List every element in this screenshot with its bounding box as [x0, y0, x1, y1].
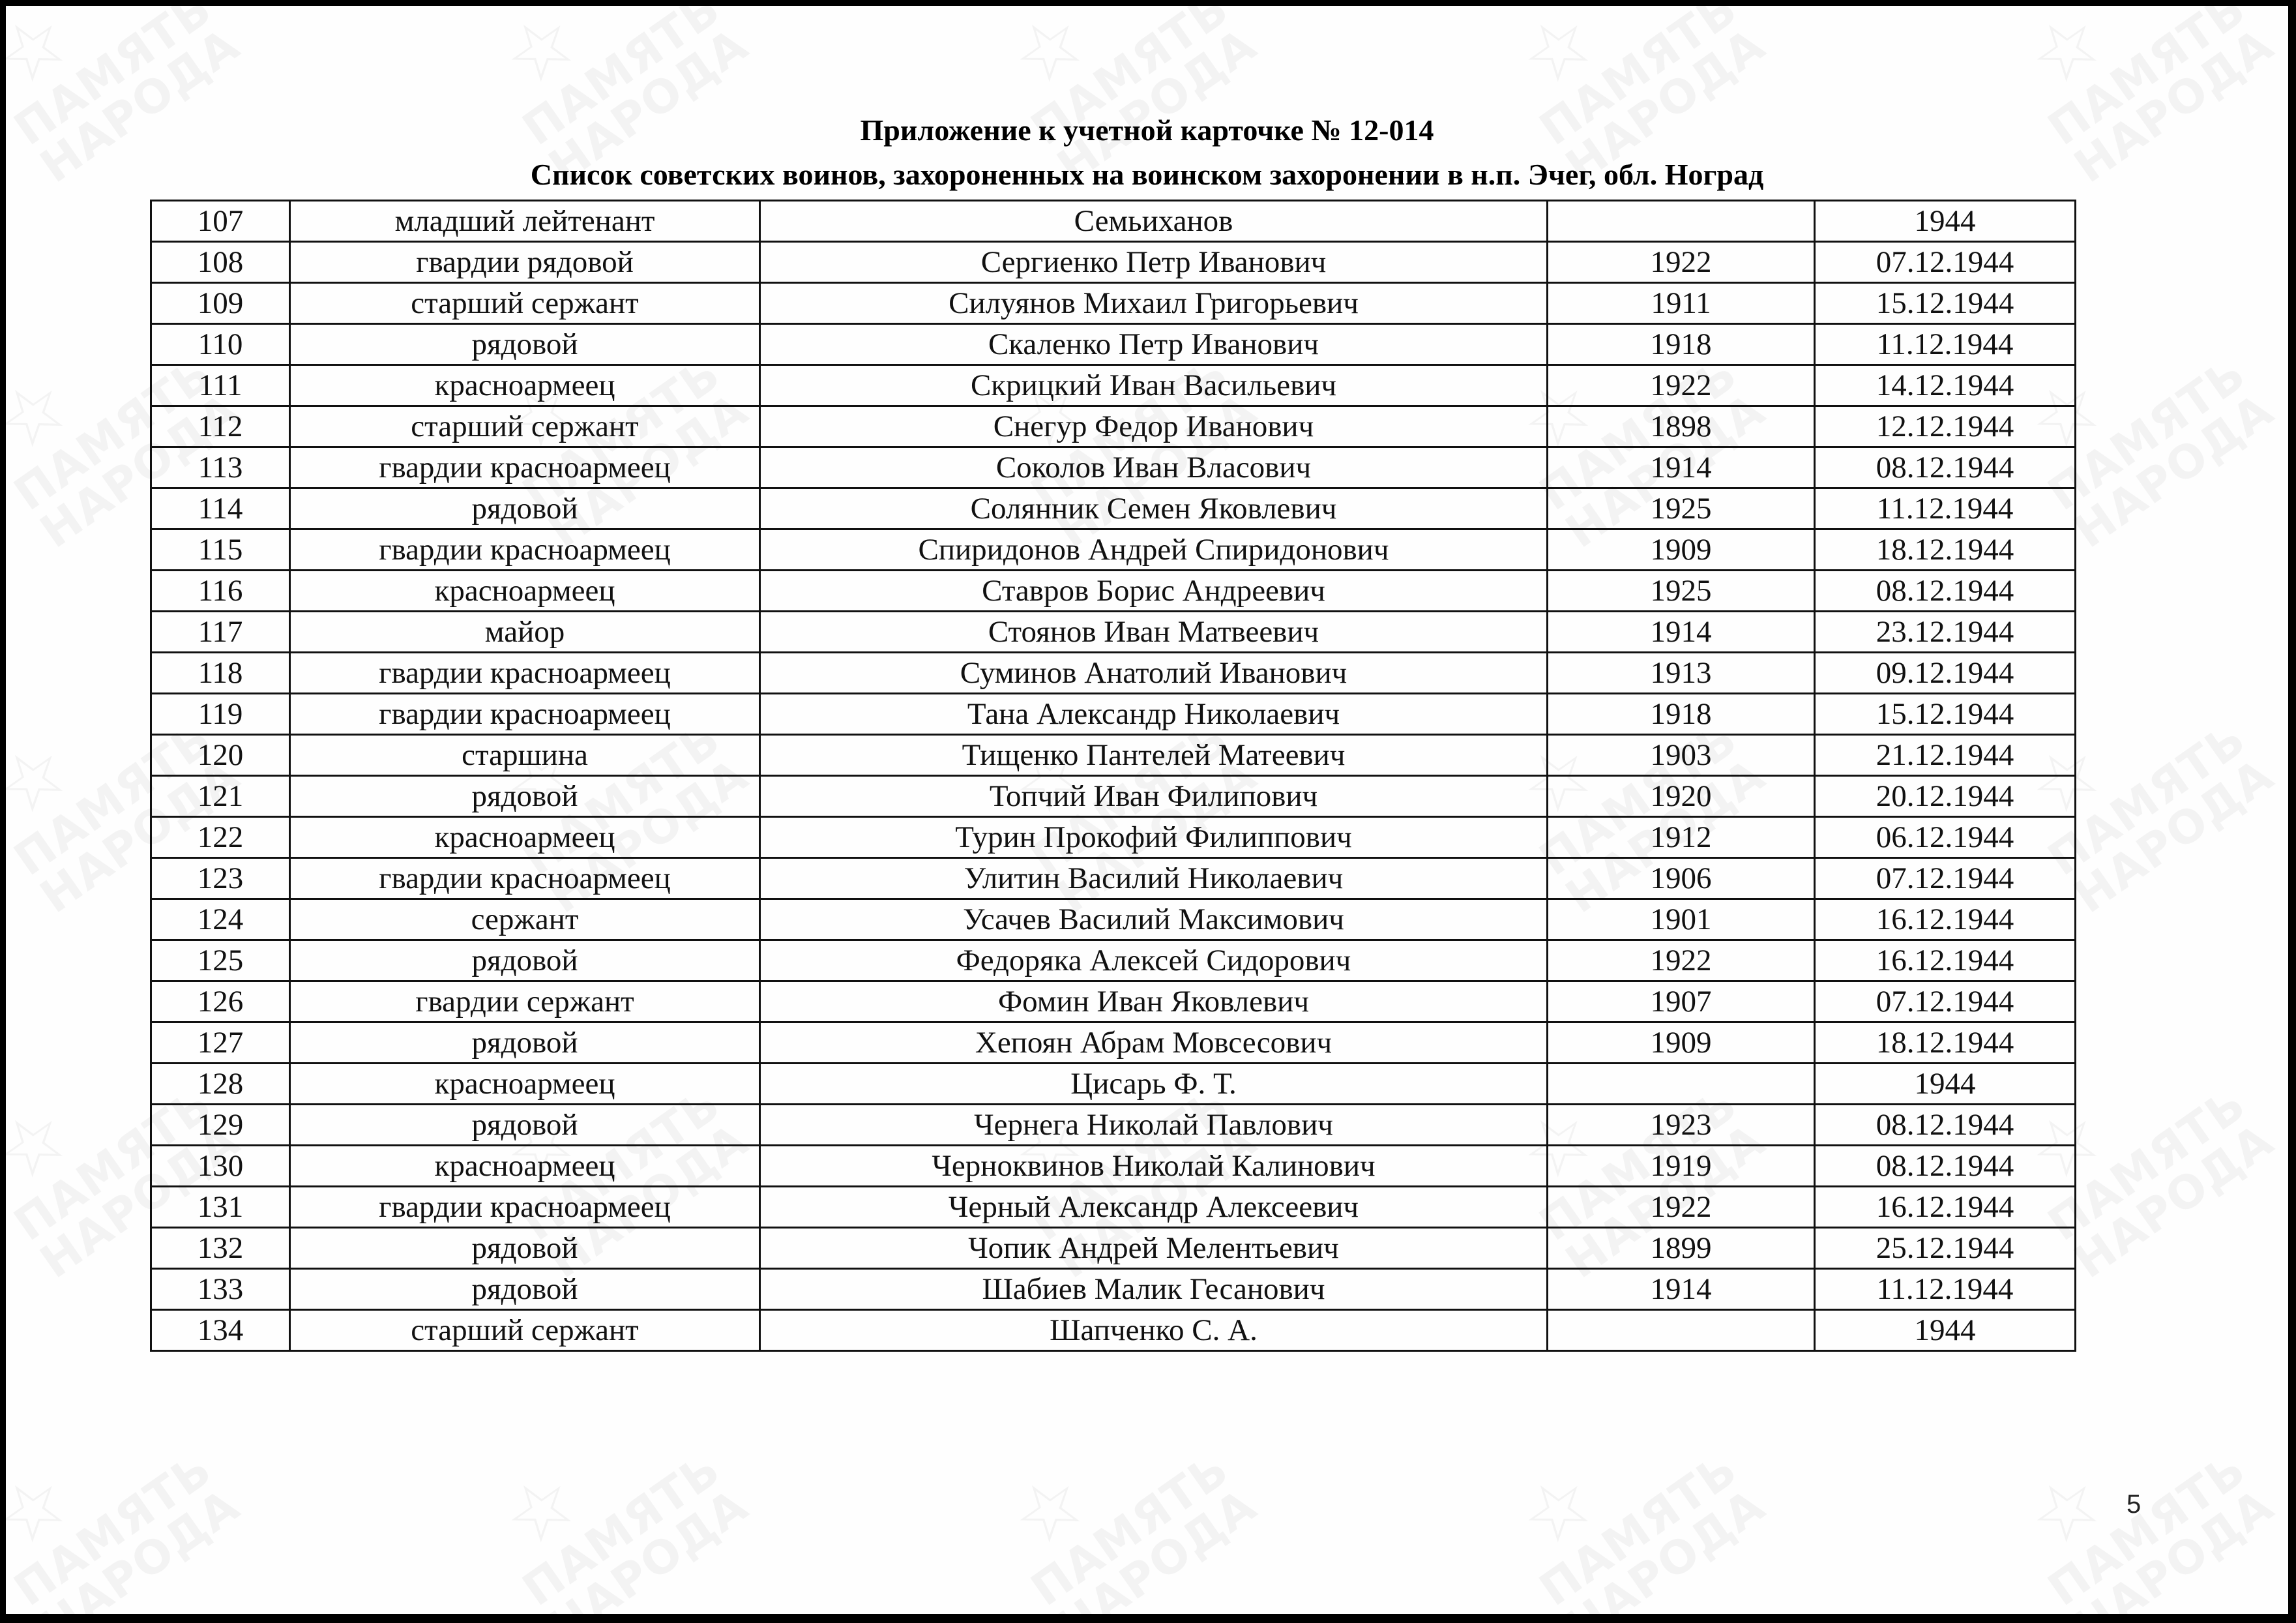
star-icon — [1932, 1399, 2201, 1614]
cell-rank: гвардии красноармеец — [290, 447, 760, 488]
cell-full-name: Цисарь Ф. Т. — [760, 1064, 1548, 1105]
page-number: 5 — [2127, 1490, 2141, 1519]
cell-full-name: Суминов Анатолий Иванович — [760, 653, 1548, 694]
cell-full-name: Федоряка Алексей Сидорович — [760, 940, 1548, 981]
cell-number: 107 — [151, 201, 290, 242]
cell-number: 116 — [151, 571, 290, 612]
cell-death-date: 14.12.1944 — [1815, 365, 2076, 406]
table-row — [151, 488, 2076, 529]
cell-death-date: 07.12.1944 — [1815, 858, 2076, 899]
cell-full-name: Хепоян Абрам Мовсесович — [760, 1022, 1548, 1064]
cell-death-date: 08.12.1944 — [1815, 1105, 2076, 1146]
cell-death-date: 1944 — [1815, 1064, 2076, 1105]
watermark — [6, 1399, 219, 1614]
cell-full-name: Черный Александр Алексеевич — [760, 1187, 1548, 1228]
cell-full-name: Шабиев Малик Гесанович — [760, 1269, 1548, 1310]
cell-death-date: 1944 — [1815, 1310, 2076, 1351]
cell-rank: красноармеец — [290, 1146, 760, 1187]
cell-death-date: 21.12.1944 — [1815, 735, 2076, 776]
table-row — [151, 324, 2076, 365]
cell-full-name: Чернега Николай Павлович — [760, 1105, 1548, 1146]
table-row — [151, 694, 2076, 735]
table-row — [151, 365, 2076, 406]
cell-rank: гвардии сержант — [290, 981, 760, 1022]
cell-death-date: 25.12.1944 — [1815, 1228, 2076, 1269]
cell-death-date: 16.12.1944 — [1815, 1187, 2076, 1228]
cell-death-date: 11.12.1944 — [1815, 1269, 2076, 1310]
cell-birth-year: 1922 — [1548, 1187, 1815, 1228]
cell-number: 124 — [151, 899, 290, 940]
cell-full-name: Ставров Борис Андреевич — [760, 571, 1548, 612]
cell-rank: гвардии красноармеец — [290, 1187, 760, 1228]
cell-number: 132 — [151, 1228, 290, 1269]
cell-birth-year: 1919 — [1548, 1146, 1815, 1187]
cell-number: 125 — [151, 940, 290, 981]
cell-death-date: 11.12.1944 — [1815, 488, 2076, 529]
cell-death-date: 07.12.1944 — [1815, 242, 2076, 283]
cell-number: 113 — [151, 447, 290, 488]
cell-rank: гвардии красноармеец — [290, 858, 760, 899]
table-row — [151, 242, 2076, 283]
watermark-line2 — [2067, 1501, 2254, 1614]
cell-birth-year: 1914 — [1548, 612, 1815, 653]
cell-rank: старшина — [290, 735, 760, 776]
cell-birth-year: 1907 — [1548, 981, 1815, 1022]
cell-birth-year: 1925 — [1548, 488, 1815, 529]
cell-birth-year: 1899 — [1548, 1228, 1815, 1269]
cell-number: 120 — [151, 735, 290, 776]
cell-rank: гвардии красноармеец — [290, 694, 760, 735]
cell-full-name: Скаленко Петр Иванович — [760, 324, 1548, 365]
cell-number: 121 — [151, 776, 290, 817]
cell-full-name: Фомин Иван Яковлевич — [760, 981, 1548, 1022]
cell-rank: сержант — [290, 899, 760, 940]
watermark-line2 — [2067, 771, 2254, 920]
cell-full-name: Сергиенко Петр Иванович — [760, 242, 1548, 283]
cell-number: 127 — [151, 1022, 290, 1064]
cell-rank: младший лейтенант — [290, 201, 760, 242]
cell-birth-year: 1909 — [1548, 529, 1815, 571]
watermark-line1 — [515, 1464, 701, 1613]
document-page — [6, 6, 2288, 1614]
table-row — [151, 899, 2076, 940]
cell-number: 128 — [151, 1064, 290, 1105]
cell-number: 122 — [151, 817, 290, 858]
cell-rank: гвардии красноармеец — [290, 653, 760, 694]
cell-rank: майор — [290, 612, 760, 653]
cell-birth-year: 1909 — [1548, 1022, 1815, 1064]
cell-number: 133 — [151, 1269, 290, 1310]
cell-death-date: 08.12.1944 — [1815, 1146, 2076, 1187]
watermark-line2 — [542, 1501, 728, 1614]
table-row — [151, 1146, 2076, 1187]
cell-birth-year: 1918 — [1548, 324, 1815, 365]
cell-number: 111 — [151, 365, 290, 406]
star-icon — [6, 1034, 167, 1255]
watermark — [1996, 1399, 2254, 1614]
cell-birth-year — [1548, 1310, 1815, 1351]
cell-rank: красноармеец — [290, 817, 760, 858]
watermark-line1 — [2040, 1464, 2227, 1613]
cell-number: 110 — [151, 324, 290, 365]
document-subtitle: Список советских воинов, захороненных на воинском захоронении в н.п. Эчег, обл. Ноград — [530, 158, 1764, 191]
cell-number: 109 — [151, 283, 290, 324]
table-row — [151, 283, 2076, 324]
cell-full-name: Усачев Василий Максимович — [760, 899, 1548, 940]
table-row — [151, 817, 2076, 858]
table-row — [151, 1105, 2076, 1146]
cell-birth-year: 1914 — [1548, 1269, 1815, 1310]
cell-death-date: 06.12.1944 — [1815, 817, 2076, 858]
cell-birth-year: 1922 — [1548, 940, 1815, 981]
cell-number: 115 — [151, 529, 290, 571]
cell-number: 114 — [151, 488, 290, 529]
cell-full-name: Улитин Василий Николаевич — [760, 858, 1548, 899]
cell-rank: красноармеец — [290, 571, 760, 612]
cell-birth-year: 1912 — [1548, 817, 1815, 858]
cell-birth-year — [1548, 1064, 1815, 1105]
table-row — [151, 201, 2076, 242]
cell-full-name: Снегур Федор Иванович — [760, 406, 1548, 447]
watermark — [1488, 1399, 1745, 1614]
table-row — [151, 1228, 2076, 1269]
cell-birth-year: 1922 — [1548, 365, 1815, 406]
cell-birth-year: 1925 — [1548, 571, 1815, 612]
cell-birth-year: 1922 — [1548, 242, 1815, 283]
cell-rank: красноармеец — [290, 365, 760, 406]
cell-number: 117 — [151, 612, 290, 653]
cell-death-date: 20.12.1944 — [1815, 776, 2076, 817]
cell-number: 108 — [151, 242, 290, 283]
cell-birth-year: 1903 — [1548, 735, 1815, 776]
cell-full-name: Чопик Андрей Мелентьевич — [760, 1228, 1548, 1269]
table-row — [151, 981, 2076, 1022]
cell-rank: рядовой — [290, 776, 760, 817]
star-icon — [406, 1399, 675, 1614]
table-row — [151, 406, 2076, 447]
watermark-line2 — [1559, 1501, 1745, 1614]
cell-birth-year: 1923 — [1548, 1105, 1815, 1146]
cell-birth-year: 1906 — [1548, 858, 1815, 899]
cell-death-date: 07.12.1944 — [1815, 981, 2076, 1022]
cell-rank: гвардии рядовой — [290, 242, 760, 283]
cell-death-date: 16.12.1944 — [1815, 940, 2076, 981]
cell-rank: старший сержант — [290, 283, 760, 324]
watermark-line2 — [1050, 1501, 1237, 1614]
burial-list-table — [150, 200, 2076, 1352]
watermark — [471, 1399, 728, 1614]
cell-death-date: 12.12.1944 — [1815, 406, 2076, 447]
cell-full-name: Спиридонов Андрей Спиридонович — [760, 529, 1548, 571]
cell-full-name: Соколов Иван Власович — [760, 447, 1548, 488]
cell-number: 129 — [151, 1105, 290, 1146]
watermark — [979, 1399, 1237, 1614]
cell-number: 134 — [151, 1310, 290, 1351]
cell-number: 119 — [151, 694, 290, 735]
cell-rank: рядовой — [290, 940, 760, 981]
table-row — [151, 612, 2076, 653]
cell-death-date: 16.12.1944 — [1815, 899, 2076, 940]
cell-birth-year: 1901 — [1548, 899, 1815, 940]
cell-full-name: Топчий Иван Филипович — [760, 776, 1548, 817]
cell-full-name: Турин Прокофий Филиппович — [760, 817, 1548, 858]
cell-death-date: 15.12.1944 — [1815, 694, 2076, 735]
cell-full-name: Тищенко Пантелей Матеевич — [760, 735, 1548, 776]
watermark-line1 — [7, 1464, 193, 1613]
cell-death-date: 1944 — [1815, 201, 2076, 242]
table-row — [151, 447, 2076, 488]
cell-number: 112 — [151, 406, 290, 447]
cell-death-date: 11.12.1944 — [1815, 324, 2076, 365]
cell-full-name: Солянник Семен Яковлевич — [760, 488, 1548, 529]
cell-full-name: Тана Александр Николаевич — [760, 694, 1548, 735]
cell-rank: рядовой — [290, 1022, 760, 1064]
cell-birth-year: 1898 — [1548, 406, 1815, 447]
cell-number: 118 — [151, 653, 290, 694]
watermark-line2 — [2067, 1136, 2254, 1285]
cell-number: 123 — [151, 858, 290, 899]
cell-number: 131 — [151, 1187, 290, 1228]
cell-rank: рядовой — [290, 1228, 760, 1269]
cell-rank: красноармеец — [290, 1064, 760, 1105]
cell-full-name: Семьиханов — [760, 201, 1548, 242]
cell-death-date: 15.12.1944 — [1815, 283, 2076, 324]
cell-rank: старший сержант — [290, 1310, 760, 1351]
watermark-line2 — [33, 1501, 220, 1614]
table-row — [151, 1310, 2076, 1351]
table-row — [151, 858, 2076, 899]
cell-full-name: Силуянов Михаил Григорьевич — [760, 283, 1548, 324]
cell-birth-year: 1920 — [1548, 776, 1815, 817]
table-row — [151, 1187, 2076, 1228]
cell-number: 130 — [151, 1146, 290, 1187]
cell-full-name: Черноквинов Николай Калинович — [760, 1146, 1548, 1187]
star-icon — [1423, 1399, 1692, 1614]
table-row — [151, 1064, 2076, 1105]
watermark-line2 — [2067, 406, 2254, 555]
cell-death-date: 08.12.1944 — [1815, 447, 2076, 488]
cell-birth-year — [1548, 201, 1815, 242]
table-row — [151, 735, 2076, 776]
watermark-line1 — [1532, 1464, 1718, 1613]
document-title: Приложение к учетной карточке № 12-014 — [860, 113, 1434, 147]
cell-death-date: 18.12.1944 — [1815, 1022, 2076, 1064]
cell-birth-year: 1918 — [1548, 694, 1815, 735]
cell-death-date: 09.12.1944 — [1815, 653, 2076, 694]
cell-rank: рядовой — [290, 488, 760, 529]
table-row — [151, 776, 2076, 817]
star-icon — [6, 1399, 167, 1614]
table-row — [151, 1022, 2076, 1064]
star-icon — [915, 1399, 1184, 1614]
table-row — [151, 940, 2076, 981]
cell-birth-year: 1911 — [1548, 283, 1815, 324]
cell-rank: рядовой — [290, 1269, 760, 1310]
cell-rank: старший сержант — [290, 406, 760, 447]
star-icon — [6, 304, 167, 525]
cell-full-name: Стоянов Иван Матвеевич — [760, 612, 1548, 653]
watermark-line1 — [1023, 1464, 1210, 1613]
table-row — [151, 653, 2076, 694]
cell-death-date: 18.12.1944 — [1815, 529, 2076, 571]
table-row — [151, 529, 2076, 571]
cell-full-name: Скрицкий Иван Васильевич — [760, 365, 1548, 406]
cell-full-name: Шапченко С. А. — [760, 1310, 1548, 1351]
cell-birth-year: 1913 — [1548, 653, 1815, 694]
cell-rank: рядовой — [290, 1105, 760, 1146]
cell-birth-year: 1914 — [1548, 447, 1815, 488]
star-icon — [6, 669, 167, 890]
cell-rank: рядовой — [290, 324, 760, 365]
cell-rank: гвардии красноармеец — [290, 529, 760, 571]
cell-death-date: 08.12.1944 — [1815, 571, 2076, 612]
table-row — [151, 1269, 2076, 1310]
cell-number: 126 — [151, 981, 290, 1022]
cell-death-date: 23.12.1944 — [1815, 612, 2076, 653]
table-row — [151, 571, 2076, 612]
